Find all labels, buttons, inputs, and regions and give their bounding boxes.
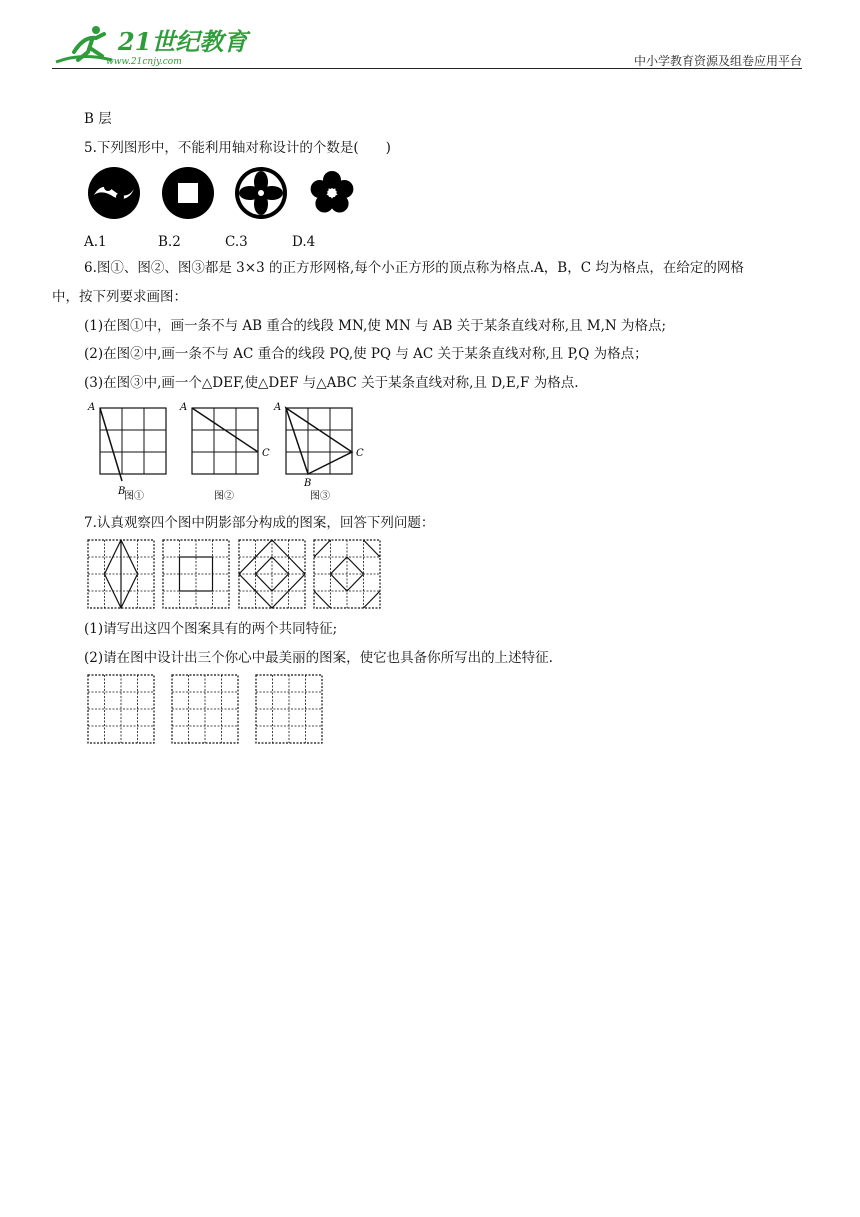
- svg-text:B: B: [304, 478, 312, 489]
- q5-stem: 5.下列图形中，不能利用轴对称设计的个数是( ): [84, 140, 391, 156]
- q7-stem: 7.认真观察四个图中阴影部分构成的图案，回答下列问题：: [84, 515, 435, 531]
- svg-text:A: A: [88, 402, 96, 413]
- q6-stem-line1: 6.图①、图②、图③都是 3×3 的正方形网格,每个小正方形的顶点称为格点.A，B，C 均为格点，在给定的网格: [84, 260, 744, 276]
- page-header: [52, 22, 802, 70]
- svg-text:C: C: [262, 448, 270, 459]
- square-coin-symbol-icon: [162, 167, 214, 219]
- figure-2-label: 图②: [214, 491, 234, 502]
- grid-figure-2: [179, 402, 270, 474]
- site-logo: [52, 22, 248, 72]
- runner-logo-icon: [56, 26, 112, 62]
- header-divider: [52, 68, 802, 69]
- blank-grid-3: [256, 675, 322, 743]
- q7-part1: (1)请写出这四个图案具有的两个共同特征;: [84, 621, 338, 637]
- q6-stem-line2: 中，按下列要求画图：: [52, 289, 187, 305]
- flower-symbol-icon: [311, 171, 354, 213]
- svg-text:C: C: [356, 448, 364, 459]
- figure-3-label: 图③: [310, 491, 330, 502]
- svg-text:www.21cnjy.com: www.21cnjy.com: [106, 57, 182, 67]
- q6-part3: (3)在图③中,画一个△DEF,使△DEF 与△ABC 关于某条直线对称,且 D,E,F 为格点.: [84, 375, 579, 391]
- swirl-symbol-icon: [88, 167, 140, 219]
- q6-part1: (1)在图①中，画一条不与 AB 重合的线段 MN,使 MN 与 AB 关于某条直线对称,且 M,N 为格点;: [84, 318, 667, 334]
- pattern-1: [88, 540, 154, 608]
- pattern-3: [239, 540, 305, 608]
- grid-figure-3: [273, 402, 364, 489]
- pattern-2: [163, 540, 229, 608]
- q6-figures: [86, 398, 376, 510]
- blank-grid-2: [172, 675, 238, 743]
- svg-text:A: A: [180, 402, 188, 413]
- q7-patterns: [86, 538, 386, 614]
- q7-blank-grids: [86, 673, 326, 751]
- q5-symbols: [86, 164, 366, 226]
- q5-option-d: D.4: [292, 234, 316, 250]
- q7-part2: (2)请在图中设计出三个你心中最美丽的图案，使它也具备你所写出的上述特征.: [84, 650, 553, 666]
- svg-text:21世纪教育: 21世纪教育: [118, 27, 248, 56]
- four-petal-symbol-icon: [235, 167, 287, 219]
- q6-part2: (2)在图②中,画一条不与 AC 重合的线段 PQ,使 PQ 与 AC 关于某条直线对称,且 P,Q 为格点；: [84, 346, 648, 362]
- section-label: B 层: [84, 111, 112, 127]
- figure-1-label: 图①: [124, 491, 144, 502]
- q5-option-b: B.2: [158, 234, 181, 250]
- q5-option-c: C.3: [225, 234, 248, 250]
- svg-text:B: B: [118, 486, 126, 497]
- platform-name: 中小学教育资源及组卷应用平台: [633, 54, 802, 68]
- q5-option-a: A.1: [84, 234, 107, 250]
- blank-grid-1: [88, 675, 154, 743]
- grid-figure-1: [87, 402, 166, 497]
- pattern-4: [314, 540, 380, 608]
- svg-text:A: A: [274, 402, 282, 413]
